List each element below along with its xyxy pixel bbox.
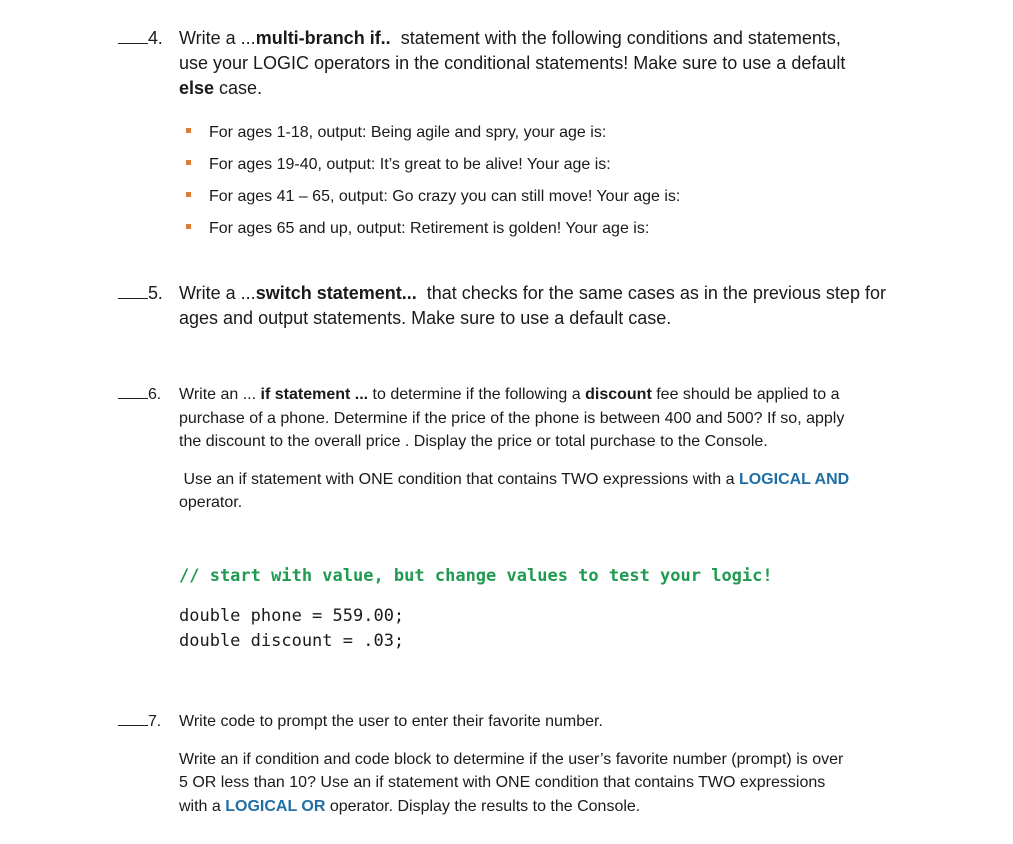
list-item: For ages 65 and up, output: Retirement is golden! Your age is:: [186, 219, 680, 251]
question-number: 5.: [118, 281, 176, 306]
question-number: 4.: [118, 26, 176, 51]
question-number: 7.: [118, 710, 176, 734]
list-item: For ages 41 – 65, output: Go crazy you can still move! Your age is:: [186, 187, 680, 219]
question-text: Write a ...switch statement... that checks for the same cases as in the previous step for ages and output statements. Make sure to use a default case.: [179, 283, 886, 328]
bullet-icon: [186, 192, 191, 197]
bullet-icon: [186, 224, 191, 229]
list-item: For ages 1-18, output: Being agile and spry, your age is:: [186, 123, 680, 155]
question-text: Write a ...multi-branch if.. statement with the following conditions and statements, use your LOGIC operators in the conditional statements! Make sure to use a default else case.: [179, 28, 846, 98]
question-text: Write an ... if statement ... to determine if the following a discount fee should be applied to a purchase of a phone. Determine if the price of the phone is between 400 and 500? If so, apply the discount to the overall price . Display the price or total purchase to the Console. Use an if statement with ONE condition that contains TWO expressions with a LOGICAL AND operator.: [179, 386, 850, 511]
question-text: Write code to prompt the user to enter their favorite number. Write an if condition and code block to determine if the user’s favorite number (prompt) is over 5 OR less than 10? Use an if statement with ONE condition that contains TWO expressions with a LOGICAL OR operator. Display the results to the Console.: [179, 713, 844, 815]
code-line: double phone = 559.00;: [179, 606, 405, 626]
bullet-icon: [186, 128, 191, 133]
age-output-list: [186, 123, 680, 251]
list-item: For ages 19-40, output: It’s great to be alive! Your age is:: [186, 155, 680, 187]
bullet-icon: [186, 160, 191, 165]
question-number: 6.: [118, 383, 176, 407]
code-comment: // start with value, but change values to test your logic!: [179, 566, 773, 586]
code-line: double discount = .03;: [179, 631, 405, 651]
